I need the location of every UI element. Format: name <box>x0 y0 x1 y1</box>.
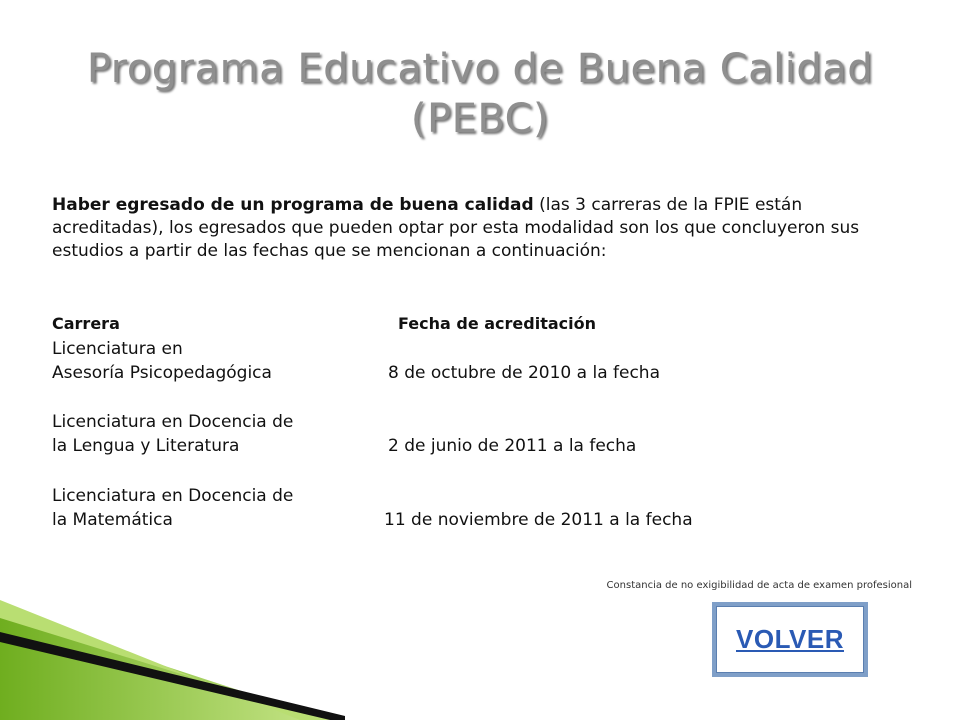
career-1-line1: Licenciatura en <box>52 339 183 359</box>
date-1: 8 de octubre de 2010 a la fecha <box>388 363 660 383</box>
career-3-line1: Licenciatura en Docencia de <box>52 486 294 506</box>
green-swoosh-shape <box>0 612 330 720</box>
title-line2: (PEBC) <box>410 96 550 142</box>
header-date: Fecha de acreditación <box>398 314 597 333</box>
career-2-line1: Licenciatura en Docencia de <box>52 412 294 432</box>
career-1-line2: Asesoría Psicopedagógica <box>52 363 272 383</box>
volver-button-face <box>716 606 864 673</box>
date-3: 11 de noviembre de 2011 a la fecha <box>384 510 693 530</box>
intro-rest-text: (las 3 carreras de la FPIE están acreditadas), los egresados que pueden optar por esta modalidad son los que concluyeron sus estudios a partir de las fechas que se mencionan a continuación: <box>52 195 860 261</box>
date-2: 2 de junio de 2011 a la fecha <box>388 436 637 456</box>
intro-paragraph <box>52 194 912 263</box>
exemption-certificate-note: Constancia de no exigibilidad de acta de examen profesional <box>606 580 912 591</box>
green-light-stripe <box>0 600 330 720</box>
career-3-line2: la Matemática <box>52 510 173 530</box>
header-career: Carrera <box>52 314 120 333</box>
volver-button-label: VOLVER <box>736 624 844 654</box>
black-swoosh-shape <box>0 632 345 720</box>
volver-button[interactable] <box>712 602 868 677</box>
career-2-line2: la Lengua y Literatura <box>52 436 240 456</box>
page-title <box>0 44 960 144</box>
title-line1: Programa Educativo de Buena Calidad <box>86 46 874 92</box>
intro-bold-text: Haber egresado de un programa de buena calidad <box>52 195 534 215</box>
